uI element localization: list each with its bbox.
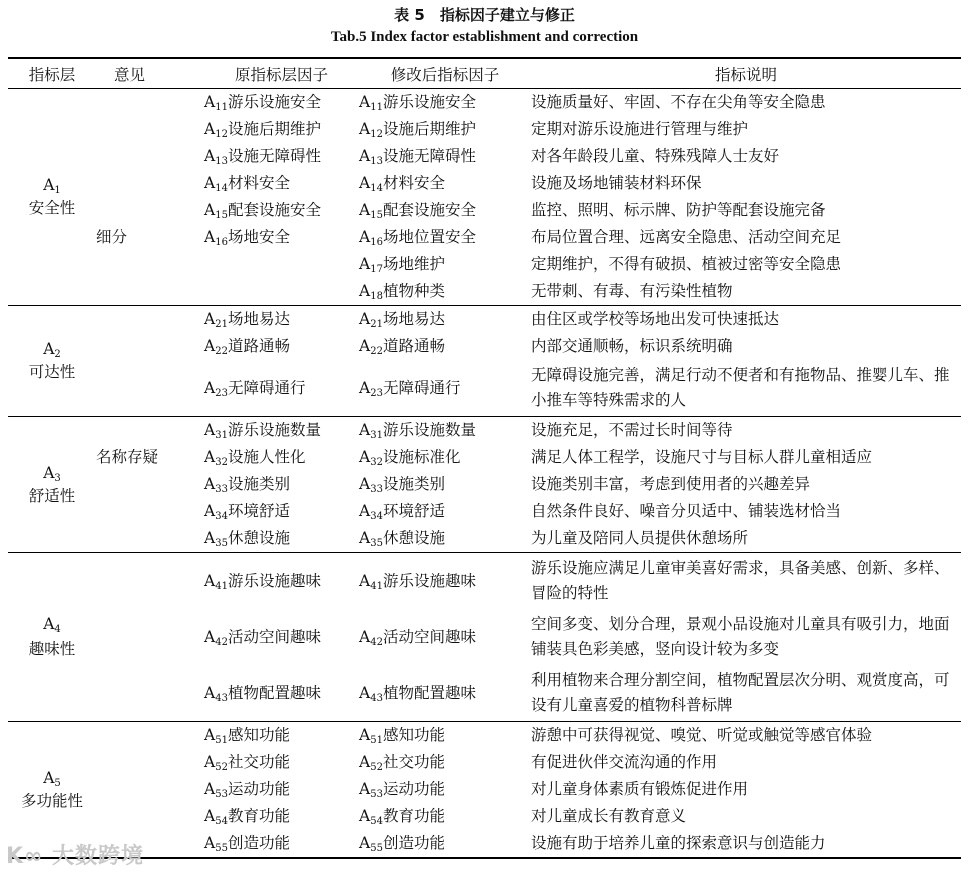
factor-name: 活动空间趣味 <box>382 627 476 646</box>
header-original-factor: 原指标层因子 <box>204 58 359 89</box>
opinion-cell <box>96 116 204 143</box>
original-factor-cell: $A_{12}$设施后期维护 <box>204 120 321 140</box>
original-factor-cell: $A_{34}$环境舒适 <box>204 502 290 522</box>
factor-name: 运动功能 <box>227 780 290 798</box>
factor-subscript: 16 <box>215 237 228 248</box>
table-row <box>8 776 961 803</box>
category-name: 多功能性 <box>20 791 83 810</box>
opinion-cell <box>96 251 204 278</box>
modified-factor-cell: $A_{11}$游乐设施安全 <box>359 93 476 113</box>
modified-factor-cell: $A_{53}$运动功能 <box>359 780 445 800</box>
category-subscript: 5 <box>54 777 61 789</box>
factor-name: 游乐设施数量 <box>227 421 321 439</box>
factor-subscript: 16 <box>370 237 383 248</box>
modified-factor-cell: $A_{43}$植物配置趣味 <box>359 665 531 722</box>
factor-subscript: 18 <box>370 291 383 302</box>
factor-subscript: 54 <box>370 816 383 827</box>
description-cell: 无障碍设施完善，满足行动不便者和有拖物品、推婴儿车、推小推车等特殊需求的人 <box>531 360 961 417</box>
table-row <box>8 609 961 665</box>
category-cell: $A_2$ 可达性 <box>8 306 96 417</box>
modified-factor-cell: $A_{41}$游乐设施趣味 <box>359 571 476 592</box>
description-cell: 设施充足，不需过长时间等待 <box>531 421 733 439</box>
factor-name: 游乐设施安全 <box>382 93 476 111</box>
opinion-cell <box>96 306 204 334</box>
table-row <box>8 333 961 360</box>
modified-factor-cell: $A_{51}$感知功能 <box>359 726 445 746</box>
factor-name: 场地安全 <box>227 228 290 246</box>
factor-name: 材料安全 <box>227 174 290 192</box>
header-description: 指标说明 <box>531 58 961 89</box>
table-row <box>8 444 961 471</box>
factor-name: 配套设施安全 <box>227 201 321 219</box>
opinion-cell: 名称存疑 <box>96 448 159 466</box>
factor-name: 社交功能 <box>227 753 290 771</box>
modified-factor-cell: $A_{55}$创造功能 <box>359 830 531 858</box>
factor-name: 道路通畅 <box>382 337 445 355</box>
modified-factor-cell: $A_{14}$材料安全 <box>359 174 445 194</box>
factor-subscript: 14 <box>215 183 228 194</box>
factor-subscript: 52 <box>215 762 228 773</box>
header-row <box>8 58 961 89</box>
original-factor-cell: $A_{16}$场地安全 <box>204 228 290 248</box>
modified-factor-cell: $A_{22}$道路通畅 <box>359 337 445 357</box>
modified-factor-cell: $A_{52}$社交功能 <box>359 753 445 773</box>
original-factor-cell: $A_{53}$运动功能 <box>204 780 290 800</box>
factor-subscript: 12 <box>370 129 383 140</box>
factor-name: 设施类别 <box>227 475 290 493</box>
opinion-cell <box>96 749 204 776</box>
table-row <box>8 306 961 334</box>
factor-name: 游乐设施安全 <box>227 93 321 111</box>
factor-subscript: 35 <box>370 538 383 549</box>
original-factor-cell: $A_{22}$道路通畅 <box>204 337 290 357</box>
factor-name: 设施人性化 <box>227 448 306 466</box>
factor-subscript: 35 <box>215 538 228 549</box>
index-factor-table <box>8 57 961 859</box>
factor-name: 场地易达 <box>227 310 290 328</box>
factor-subscript: 42 <box>215 636 228 648</box>
opinion-cell <box>96 609 204 665</box>
original-factor-cell: $A_{33}$设施类别 <box>204 475 290 495</box>
factor-subscript: 14 <box>370 183 383 194</box>
factor-subscript: 43 <box>370 692 383 704</box>
factor-subscript: 51 <box>370 735 383 746</box>
table-row <box>8 224 961 251</box>
opinion-cell <box>96 417 204 445</box>
factor-subscript: 31 <box>370 430 383 441</box>
factor-subscript: 41 <box>215 580 228 592</box>
factor-name: 场地位置安全 <box>382 228 476 246</box>
table-caption-en: Tab.5 Index factor establishment and correction <box>330 29 639 45</box>
table-row <box>8 278 961 306</box>
modified-factor-cell: $A_{21}$场地易达 <box>359 310 445 330</box>
factor-subscript: 53 <box>370 789 383 800</box>
original-factor-cell: $A_{54}$教育功能 <box>204 807 290 827</box>
table-body <box>8 89 961 859</box>
table-row <box>8 553 961 610</box>
factor-name: 场地维护 <box>382 255 445 273</box>
factor-subscript: 22 <box>370 346 383 357</box>
factor-name: 场地易达 <box>382 310 445 328</box>
description-cell: 对各年龄段儿童、特殊残障人士友好 <box>531 147 780 165</box>
factor-name: 植物配置趣味 <box>382 683 476 702</box>
factor-name: 植物种类 <box>382 282 445 300</box>
opinion-cell <box>96 525 204 553</box>
description-cell: 定期维护，不得有破损、植被过密等安全隐患 <box>531 255 842 273</box>
factor-name: 教育功能 <box>382 807 445 825</box>
table-row <box>8 803 961 830</box>
factor-name: 材料安全 <box>382 174 445 192</box>
opinion-cell <box>96 553 204 610</box>
modified-factor-cell: $A_{32}$设施标准化 <box>359 448 461 468</box>
modified-factor-cell: $A_{31}$游乐设施数量 <box>359 421 476 441</box>
factor-name: 设施无障碍性 <box>227 147 321 165</box>
description-cell: 游憩中可获得视觉、嗅觉、听觉或触觉等感官体验 <box>531 726 873 744</box>
factor-subscript: 34 <box>215 511 228 522</box>
original-factor-cell <box>204 251 359 278</box>
original-factor-cell: $A_{23}$无障碍通行 <box>204 360 359 417</box>
factor-subscript: 32 <box>215 457 228 468</box>
factor-name: 设施标准化 <box>382 448 461 466</box>
factor-name: 游乐设施数量 <box>382 421 476 439</box>
opinion-cell <box>96 776 204 803</box>
factor-name: 设施后期维护 <box>382 120 476 138</box>
description-cell: 定期对游乐设施进行管理与维护 <box>531 120 749 138</box>
category-subscript: 2 <box>54 349 61 360</box>
original-factor-cell: $A_{11}$游乐设施安全 <box>204 93 321 113</box>
modified-factor-cell: $A_{18}$植物种类 <box>359 278 531 306</box>
description-cell: 对儿童身体素质有锻炼促进作用 <box>531 780 749 798</box>
factor-name: 设施类别 <box>382 475 445 493</box>
opinion-cell <box>96 89 204 117</box>
description-cell: 监控、照明、标示牌、防护等配套设施完备 <box>531 201 826 219</box>
opinion-cell <box>96 143 204 170</box>
original-factor-cell: $A_{14}$材料安全 <box>204 174 290 194</box>
factor-name: 植物配置趣味 <box>227 683 321 702</box>
factor-name: 感知功能 <box>227 726 290 744</box>
table-row <box>8 360 961 417</box>
description-cell: 自然条件良好、噪音分贝适中、铺装选材恰当 <box>531 502 842 520</box>
description-cell: 布局位置合理、远离安全隐患、活动空间充足 <box>531 228 842 246</box>
factor-subscript: 21 <box>215 319 228 330</box>
factor-name: 配套设施安全 <box>382 201 476 219</box>
opinion-cell <box>96 471 204 498</box>
factor-name: 环境舒适 <box>227 502 290 520</box>
description-cell: 满足人体工程学，设施尺寸与目标人群儿童相适应 <box>531 448 873 466</box>
category-cell: $A_3$ 舒适性 <box>8 417 96 553</box>
factor-subscript: 51 <box>215 735 228 746</box>
table-row <box>8 417 961 445</box>
factor-subscript: 42 <box>370 636 383 648</box>
original-factor-cell: $A_{15}$配套设施安全 <box>204 201 321 221</box>
factor-subscript: 21 <box>370 319 383 330</box>
factor-subscript: 17 <box>370 264 383 275</box>
factor-name: 运动功能 <box>382 780 445 798</box>
factor-name: 创造功能 <box>227 834 290 852</box>
factor-subscript: 11 <box>370 102 383 113</box>
description-cell: 为儿童及陪同人员提供休憩场所 <box>531 525 961 553</box>
factor-name: 游乐设施趣味 <box>382 571 476 590</box>
table-caption-zh: 表 5 指标因子建立与修正 <box>394 6 575 24</box>
factor-subscript: 55 <box>215 843 228 854</box>
factor-subscript: 54 <box>215 816 228 827</box>
category-name: 舒适性 <box>28 486 76 505</box>
modified-factor-cell: $A_{54}$教育功能 <box>359 807 445 827</box>
modified-factor-cell: $A_{13}$设施无障碍性 <box>359 147 476 167</box>
modified-factor-cell: $A_{17}$场地维护 <box>359 255 445 275</box>
description-cell: 无带刺、有毒、有污染性植物 <box>531 278 961 306</box>
factor-name: 设施无障碍性 <box>382 147 476 165</box>
factor-subscript: 13 <box>215 156 228 167</box>
opinion-cell <box>96 722 204 750</box>
factor-subscript: 41 <box>370 580 383 592</box>
category-name: 可达性 <box>28 363 76 381</box>
category-subscript: 4 <box>54 624 61 635</box>
factor-subscript: 32 <box>370 457 383 468</box>
factor-name: 教育功能 <box>227 807 290 825</box>
original-factor-cell: $A_{43}$植物配置趣味 <box>204 665 359 722</box>
description-cell: 对儿童成长有教育意义 <box>531 807 687 825</box>
watermark-text: 大数跨境 <box>52 844 145 869</box>
factor-subscript: 23 <box>215 387 228 399</box>
factor-subscript: 23 <box>370 387 383 399</box>
description-cell: 空间多变、划分合理，景观小品设施对儿童具有吸引力，地面铺装具色彩美感，竖向设计较为多变 <box>531 615 950 658</box>
original-factor-cell: $A_{51}$感知功能 <box>204 726 290 746</box>
table-row <box>8 89 961 117</box>
factor-name: 道路通畅 <box>227 337 290 355</box>
factor-name: 创造功能 <box>382 834 445 852</box>
modified-factor-cell: $A_{12}$设施后期维护 <box>359 120 476 140</box>
category-name: 趣味性 <box>28 640 76 658</box>
factor-subscript: 34 <box>370 511 383 522</box>
header-level: 指标层 <box>8 58 96 89</box>
original-factor-cell: $A_{32}$设施人性化 <box>204 448 306 468</box>
factor-name: 休憩设施 <box>227 529 290 547</box>
factor-subscript: 11 <box>215 102 228 113</box>
factor-subscript: 55 <box>370 843 383 854</box>
table-row <box>8 143 961 170</box>
watermark-logo: K∞ 大数跨境 <box>6 844 145 869</box>
opinion-cell <box>96 197 204 224</box>
factor-subscript: 15 <box>370 210 383 221</box>
factor-name: 无障碍通行 <box>382 378 461 397</box>
original-factor-cell: $A_{31}$游乐设施数量 <box>204 421 321 441</box>
opinion-cell: 细分 <box>96 228 128 246</box>
table-row <box>8 665 961 722</box>
table-row <box>8 749 961 776</box>
factor-subscript: 13 <box>370 156 383 167</box>
factor-name: 环境舒适 <box>382 502 445 520</box>
table-row <box>8 830 961 858</box>
opinion-cell <box>96 803 204 830</box>
original-factor-cell: $A_{13}$设施无障碍性 <box>204 147 321 167</box>
factor-subscript: 22 <box>215 346 228 357</box>
opinion-cell <box>96 498 204 525</box>
factor-subscript: 31 <box>215 430 228 441</box>
modified-factor-cell: $A_{42}$活动空间趣味 <box>359 627 476 648</box>
original-factor-cell: $A_{52}$社交功能 <box>204 753 290 773</box>
table-row <box>8 170 961 197</box>
table-row <box>8 722 961 750</box>
opinion-cell <box>96 333 204 360</box>
factor-name: 设施后期维护 <box>227 120 321 138</box>
factor-subscript: 33 <box>215 484 228 495</box>
factor-name: 休憩设施 <box>382 529 445 547</box>
modified-factor-cell: $A_{16}$场地位置安全 <box>359 228 476 248</box>
opinion-cell <box>96 360 204 417</box>
factor-name: 感知功能 <box>382 726 445 744</box>
table-row <box>8 197 961 224</box>
modified-factor-cell: $A_{15}$配套设施安全 <box>359 201 476 221</box>
description-cell: 利用植物来合理分割空间，植物配置层次分明、观赏度高，可设有儿童喜爱的植物科普标牌 <box>531 665 961 722</box>
original-factor-cell: $A_{35}$休憩设施 <box>204 525 359 553</box>
description-cell: 内部交通顺畅，标识系统明确 <box>531 337 733 355</box>
factor-name: 无障碍通行 <box>227 378 306 397</box>
category-subscript: 1 <box>54 185 61 196</box>
table-row <box>8 525 961 553</box>
description-cell: 设施类别丰富，考虑到使用者的兴趣差异 <box>531 475 811 493</box>
header-modified-factor: 修改后指标因子 <box>359 58 531 89</box>
description-cell: 设施质量好、牢固、不存在尖角等安全隐患 <box>531 93 826 111</box>
factor-subscript: 53 <box>215 789 228 800</box>
category-cell: $A_5$ 多功能性 <box>8 722 96 859</box>
original-factor-cell: $A_{42}$活动空间趣味 <box>204 627 321 648</box>
table-row <box>8 471 961 498</box>
modified-factor-cell: $A_{23}$无障碍通行 <box>359 360 531 417</box>
description-cell: 游乐设施应满足儿童审美喜好需求，具备美感、创新、多样、冒险的特性 <box>531 559 950 602</box>
description-cell: 设施及场地铺装材料环保 <box>531 174 702 192</box>
factor-name: 社交功能 <box>382 753 445 771</box>
factor-name: 游乐设施趣味 <box>227 571 321 590</box>
modified-factor-cell: $A_{33}$设施类别 <box>359 475 445 495</box>
modified-factor-cell: $A_{35}$休憩设施 <box>359 525 531 553</box>
original-factor-cell: $A_{21}$场地易达 <box>204 310 290 330</box>
description-cell: 设施有助于培养儿童的探索意识与创造能力 <box>531 830 961 858</box>
description-cell: 有促进伙伴交流沟通的作用 <box>531 753 718 771</box>
category-cell: $A_1$ 安全性 <box>8 89 96 306</box>
opinion-cell <box>96 170 204 197</box>
category-name: 安全性 <box>28 199 76 217</box>
original-factor-cell: $A_{41}$游乐设施趣味 <box>204 571 321 592</box>
opinion-cell <box>96 665 204 722</box>
category-cell: $A_4$ 趣味性 <box>8 553 96 722</box>
original-factor-cell <box>204 278 359 306</box>
factor-subscript: 33 <box>370 484 383 495</box>
factor-subscript: 43 <box>215 692 228 704</box>
modified-factor-cell: $A_{34}$环境舒适 <box>359 502 445 522</box>
header-opinion: 意见 <box>96 58 204 89</box>
category-subscript: 3 <box>54 472 61 484</box>
factor-name: 活动空间趣味 <box>227 627 321 646</box>
factor-subscript: 52 <box>370 762 383 773</box>
factor-subscript: 12 <box>215 129 228 140</box>
table-row <box>8 498 961 525</box>
opinion-cell <box>96 278 204 306</box>
factor-subscript: 15 <box>215 210 228 221</box>
description-cell: 由住区或学校等场地出发可快速抵达 <box>531 310 780 328</box>
table-row <box>8 251 961 278</box>
table-row <box>8 116 961 143</box>
original-factor-cell: $A_{55}$创造功能 <box>204 830 359 858</box>
